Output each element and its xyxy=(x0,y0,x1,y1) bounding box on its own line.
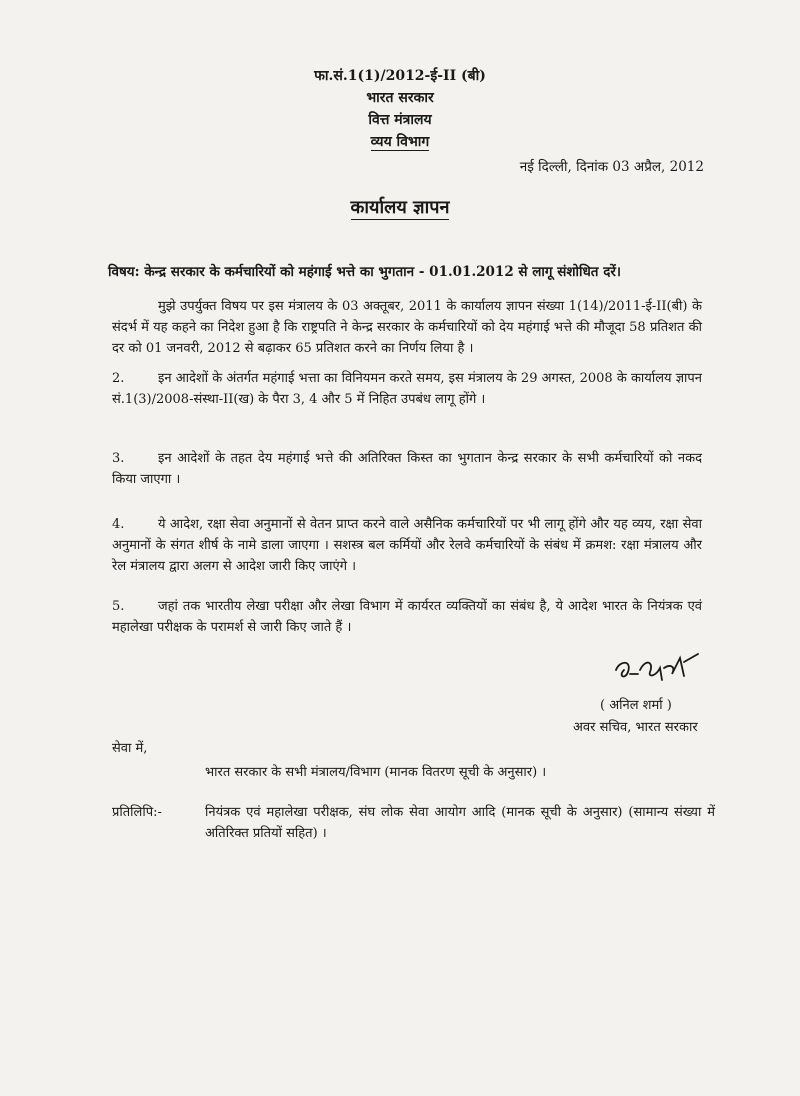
paragraph-2 xyxy=(112,368,702,410)
department-name-wrap xyxy=(0,132,800,151)
paragraph-3-text: इन आदेशों के तहत देय महंगाई भत्ते की अतिरिक्त किस्त का भुगतान केन्द्र सरकार के सभी कर्मचारियों को नकद किया जाएगा । xyxy=(112,451,702,487)
signatory-name: ( अनिल शर्मा ) xyxy=(600,698,672,713)
government-name: भारत सरकार xyxy=(366,90,434,106)
paragraph-4-text: ये आदेश, रक्षा सेवा अनुमानों से वेतन प्राप्त करने वाले असैनिक कर्मचारियों पर भी लागू होंगे और यह व्यय, रक्षा सेवा अनुमानों के संगत शीर्ष के नामे डाला जाएगा । सशस्त्र बल कर्मियों और रेलवे कर्मचारियों के संबंध में क्रमश: रक्षा मंत्रालय और रेल मंत्रालय द्वारा अलग से आदेश जारी किए जाएंगे । xyxy=(112,517,702,574)
paragraph-4 xyxy=(112,514,702,577)
department-name: व्यय विभाग xyxy=(370,134,430,150)
paragraph-4-number: 4. xyxy=(112,517,125,532)
copy-to-label: प्रतिलिपि:- xyxy=(112,805,162,820)
subject-line: विषय: केन्द्र सरकार के कर्मचारियों को महंगाई भत्ते का भुगतान - 01.01.2012 से लागू संशोधित दरें। xyxy=(108,264,621,280)
paragraph-1 xyxy=(112,296,702,359)
memo-title-wrap xyxy=(0,195,800,219)
paragraph-1-text: मुझे उपर्युक्त विषय पर इस मंत्रालय के 03 अक्तूबर, 2011 के कार्यालय ज्ञापन संख्या 1(14)/2011-ई-II(बी) के संदर्भ में यह कहने का निदेश हुआ है कि राष्ट्रपति ने केन्द्र सरकार के कर्मचारियों को देय महंगाई भत्ते की मौजूदा 58 प्रतिशत की दर को 01 जनवरी, 2012 से बढ़ाकर 65 प्रतिशत करने का निर्णय लिया है । xyxy=(112,299,702,356)
place-and-date: नई दिल्ली, दिनांक 03 अप्रैल, 2012 xyxy=(519,159,704,175)
addressee-label: सेवा में, xyxy=(112,741,148,756)
ministry-name: वित्त मंत्रालय xyxy=(368,112,432,128)
addressee: भारत सरकार के सभी मंत्रालय/विभाग (मानक वितरण सूची के अनुसार) । xyxy=(205,765,547,780)
paragraph-3 xyxy=(112,448,702,490)
paragraph-5-text: जहां तक भारतीय लेखा परीक्षा और लेखा विभाग में कार्यरत व्यक्तियों का संबंध है, ये आदेश भारत के नियंत्रक एवं महालेखा परीक्षक के परामर्श से जारी किए जाते हैं । xyxy=(112,599,702,635)
signatory-designation: अवर सचिव, भारत सरकार xyxy=(573,720,698,735)
copy-to-recipients: नियंत्रक एवं महालेखा परीक्षक, संघ लोक सेवा आयोग आदि (मानक सूची के अनुसार) (सामान्य संख्या में अतिरिक्त प्रतियों सहित) । xyxy=(205,805,715,841)
file-number: फा.सं.1(1)/2012-ई-II (बी) xyxy=(314,68,486,84)
paragraph-2-text: इन आदेशों के अंतर्गत महंगाई भत्ता का विनियमन करते समय, इस मंत्रालय के 29 अगस्त, 2008 के कार्यालय ज्ञापन सं.1(3)/2008-संस्था-II(ख) के पैरा 3, 4 और 5 में निहित उपबंध लागू होंगे । xyxy=(112,371,702,407)
paragraph-5-number: 5. xyxy=(112,599,125,614)
paragraph-5 xyxy=(112,596,702,638)
paragraph-3-number: 3. xyxy=(112,451,125,466)
handwritten-signature xyxy=(610,640,710,688)
memo-title: कार्यालय ज्ञापन xyxy=(350,197,450,218)
paragraph-2-number: 2. xyxy=(112,371,125,386)
